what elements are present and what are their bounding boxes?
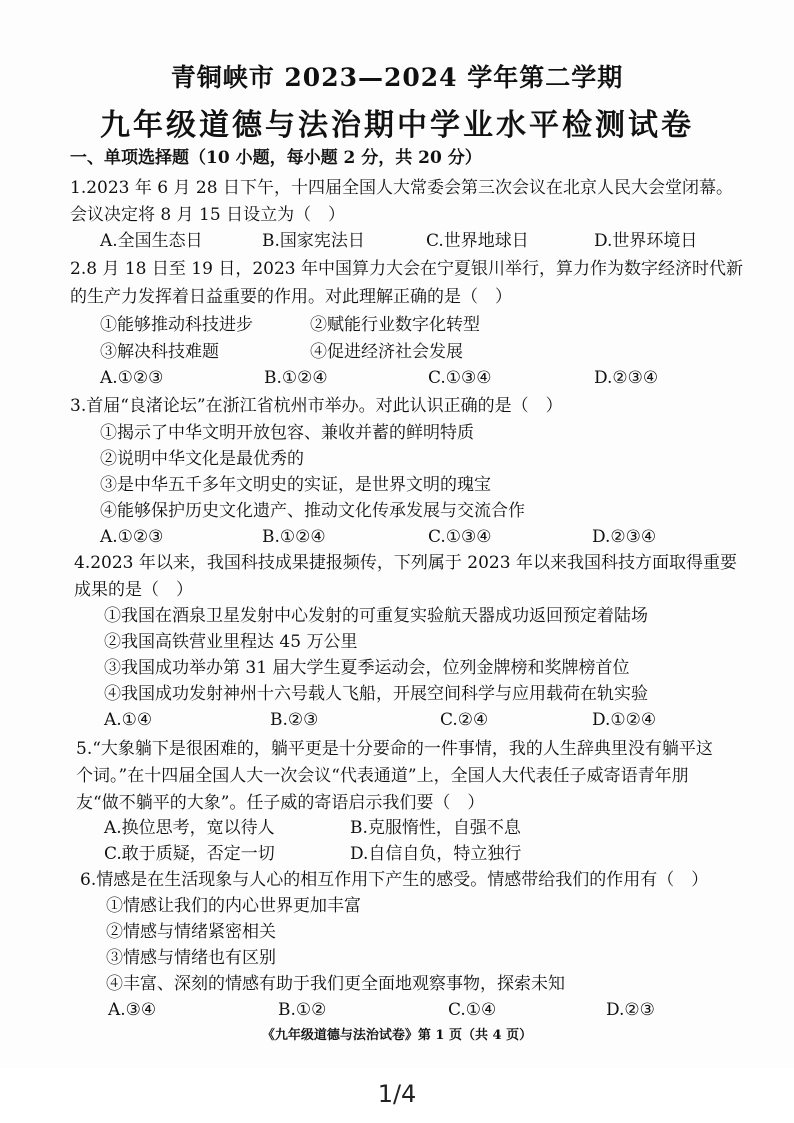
q3-stem-line1: 3.首届“良渚论坛”在浙江省杭州市举办。对此认识正确的是（ ） (70, 396, 563, 416)
q3-item-2: ②说明中华文化是最优秀的 (100, 449, 304, 469)
q1-option-d: D.世界环境日 (594, 231, 698, 251)
q2-option-b: B.①②④ (264, 368, 328, 388)
q4-option-a: A.①④ (104, 710, 153, 730)
q6-item-4: ④丰富、深刻的情感有助于我们更全面地观察事物，探索未知 (106, 974, 565, 994)
q5-option-c: C.敢于质疑，否定一切 (104, 844, 275, 864)
q6-option-d: D.②③ (606, 1000, 655, 1020)
q4-item-2: ②我国高铁营业里程达 45 万公里 (104, 632, 358, 652)
q5-stem-line1: 5.“大象躺下是很困难的，躺平更是十分要命的一件事情，我的人生辞典里没有躺平这 (76, 739, 713, 759)
q5-stem-line2: 个词。”在十四届全国人大一次会议“代表通道”上，全国人大代表任子威寄语青年朋 (76, 766, 689, 786)
page-footer: 《九年级道德与法治试卷》第 1 页（共 4 页） (261, 1028, 533, 1043)
q3-option-b: B.①②④ (262, 527, 326, 547)
q6-item-3: ③情感与情绪也有区别 (106, 948, 276, 968)
q5-option-b: B.克服惰性，自强不息 (350, 818, 521, 838)
q5-option-d: D.自信自负，特立独行 (350, 844, 522, 864)
q6-item-1: ①情感让我们的内心世界更加丰富 (106, 896, 361, 916)
q3-option-c: C.①③④ (428, 527, 492, 547)
q4-item-4: ④我国成功发射神州十六号载人飞船，开展空间科学与应用载荷在轨实验 (104, 684, 648, 704)
q2-item-3: ③解决科技难题 (100, 342, 219, 362)
q2-item-2: ②赋能行业数字化转型 (310, 315, 480, 335)
q4-option-b: B.②③ (270, 710, 319, 730)
section-heading: 一、单项选择题（10 小题，每小题 2 分，共 20 分） (70, 148, 482, 168)
q6-item-2: ②情感与情绪紧密相关 (106, 922, 276, 942)
q1-option-c: C.世界地球日 (426, 231, 529, 251)
q2-option-c: C.①③④ (428, 368, 492, 388)
q2-item-4: ④促进经济社会发展 (310, 342, 463, 362)
q3-option-a: A.①②③ (100, 527, 164, 547)
q6-option-c: C.①④ (448, 1000, 497, 1020)
q6-option-a: A.③④ (108, 1000, 157, 1020)
q3-item-1: ①揭示了中华文明开放包容、兼收并蓄的鲜明特质 (100, 423, 474, 443)
page-indicator: 1/4 (377, 1080, 417, 1108)
q2-option-a: A.①②③ (100, 368, 164, 388)
q4-option-c: C.②④ (440, 710, 489, 730)
q4-option-d: D.①②④ (592, 710, 657, 730)
q1-option-a: A.全国生态日 (100, 231, 203, 251)
q1-option-b: B.国家宪法日 (262, 231, 365, 251)
q4-stem-line1: 4.2023 年以来，我国科技成果捷报频传，下列属于 2023 年以来我国科技方面取得重要 (74, 553, 737, 573)
q6-option-b: B.①② (278, 1000, 327, 1020)
q2-stem-line1: 2.8 月 18 日至 19 日，2023 年中国算力大会在宁夏银川举行，算力作为数字经济时代新 (70, 259, 743, 279)
q4-stem-line2: 成果的是（ ） (74, 580, 193, 600)
q2-stem-line2: 的生产力发挥着日益重要的作用。对此理解正确的是（ ） (70, 287, 512, 307)
q2-item-1: ①能够推动科技进步 (100, 315, 253, 335)
q3-item-3: ③是中华五千多年文明史的实证，是世界文明的瑰宝 (100, 475, 491, 495)
q3-item-4: ④能够保护历史文化遗产、推动文化传承发展与交流合作 (100, 501, 525, 521)
q1-stem-line2: 会议决定将 8 月 15 日设立为（ ） (70, 205, 346, 225)
exam-title-line2: 九年级道德与法治期中学业水平检测试卷 (100, 108, 694, 143)
q5-option-a: A.换位思考，宽以待人 (104, 818, 275, 838)
q4-item-3: ③我国成功举办第 31 届大学生夏季运动会，位列金牌榜和奖牌榜首位 (104, 658, 630, 678)
exam-title-line1: 青铜峡市 2023—2024 学年第二学期 (170, 63, 624, 92)
q2-option-d: D.②③④ (594, 368, 659, 388)
q5-stem-line3: 友“做不躺平的大象”。任子威的寄语启示我们要（ ） (76, 793, 485, 813)
q1-stem-line1: 1.2023 年 6 月 28 日下午，十四届全国人大常委会第三次会议在北京人民大会堂闭幕。 (70, 178, 733, 198)
q6-stem-line1: 6.情感是在生活现象与人心的相互作用下产生的感受。情感带给我们的作用有（ ） (80, 870, 709, 890)
q4-item-1: ①我国在酒泉卫星发射中心发射的可重复实验航天器成功返回预定着陆场 (104, 606, 648, 626)
q3-option-d: D.②③④ (592, 527, 657, 547)
